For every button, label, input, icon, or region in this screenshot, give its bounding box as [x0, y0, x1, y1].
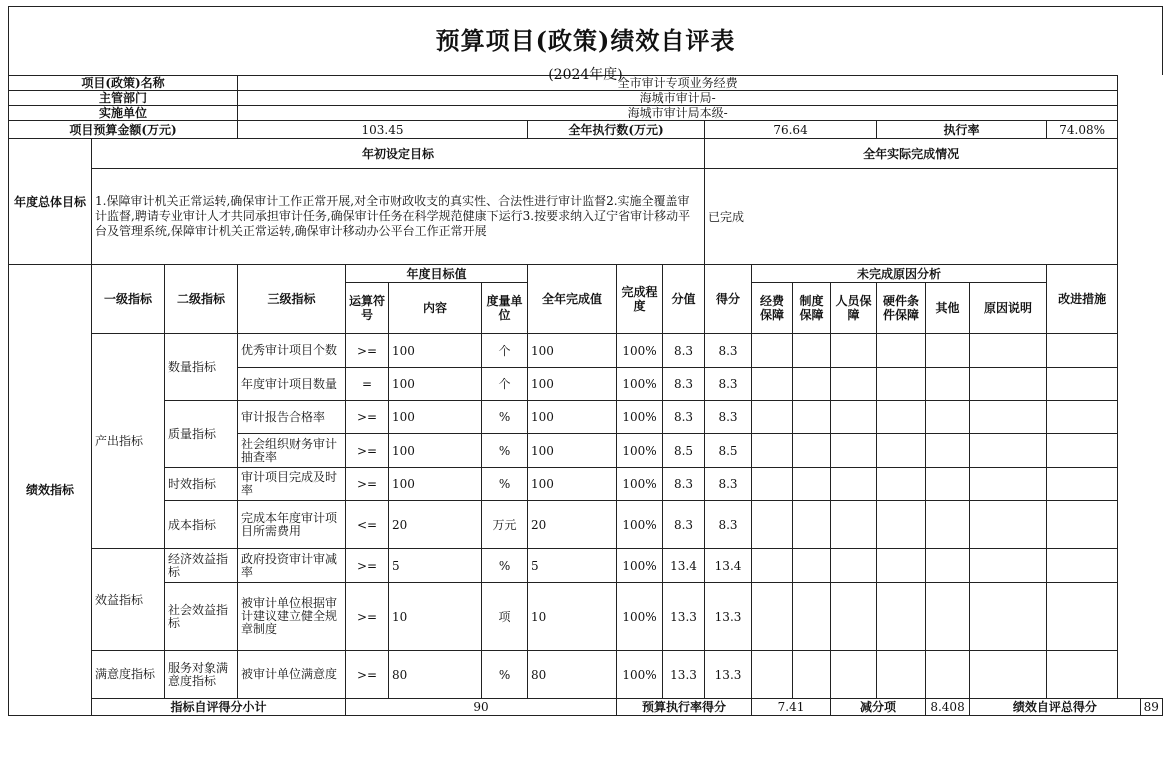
header-operator: 运算符号	[346, 283, 389, 334]
score-cell: 8.3	[705, 468, 752, 501]
score-cell: 13.4	[705, 549, 752, 583]
header-funding: 经费保障	[752, 283, 793, 334]
unit-value: 海城市审计局本级-	[238, 106, 1118, 121]
content-cell: 100	[389, 334, 482, 368]
dept-value: 海城市审计局-	[238, 91, 1118, 106]
indicators-section-label: 绩效指标	[9, 265, 92, 716]
degree-cell: 100%	[617, 501, 663, 549]
level1-cell: 满意度指标	[92, 651, 165, 699]
indicator-row	[9, 501, 1163, 549]
score-cell: 13.3	[705, 583, 752, 651]
initial-goal-header: 年初设定目标	[92, 139, 705, 169]
header-level1: 一级指标	[92, 265, 165, 334]
level2-cell: 质量指标	[165, 401, 238, 468]
unit-cell: 个	[482, 334, 528, 368]
degree-cell: 100%	[617, 334, 663, 368]
indicator-row	[9, 549, 1163, 583]
indicator-row	[9, 651, 1163, 699]
level3-cell: 政府投资审计审减率	[238, 549, 346, 583]
actual-cell: 100	[528, 468, 617, 501]
deduct-value: 8.408	[926, 699, 970, 716]
header-hardware: 硬件条件保障	[877, 283, 926, 334]
degree-cell: 100%	[617, 549, 663, 583]
level3-cell: 完成本年度审计项目所需费用	[238, 501, 346, 549]
level3-cell: 优秀审计项目个数	[238, 334, 346, 368]
header-system: 制度保障	[793, 283, 831, 334]
actual-goal-header: 全年实际完成情况	[705, 139, 1118, 169]
content-cell: 100	[389, 401, 482, 434]
indicator-row	[9, 583, 1163, 651]
operator-cell: >=	[346, 434, 389, 468]
unit-label: 实施单位	[9, 106, 238, 121]
budget-score-label: 预算执行率得分	[617, 699, 752, 716]
unit-cell: %	[482, 651, 528, 699]
level3-cell: 审计报告合格率	[238, 401, 346, 434]
operator-cell: >=	[346, 334, 389, 368]
value-cell: 13.4	[663, 549, 705, 583]
score-cell: 8.3	[705, 334, 752, 368]
value-cell: 8.5	[663, 434, 705, 468]
value-cell: 8.3	[663, 401, 705, 434]
budget-score-value: 7.41	[752, 699, 831, 716]
level2-cell: 数量指标	[165, 334, 238, 401]
content-cell: 100	[389, 368, 482, 401]
content-cell: 100	[389, 468, 482, 501]
value-cell: 13.3	[663, 583, 705, 651]
form-year: (2024年度)	[548, 67, 623, 83]
header-score: 得分	[705, 265, 752, 334]
deduct-label: 减分项	[831, 699, 926, 716]
rate-label: 执行率	[877, 121, 1047, 139]
level3-cell: 年度审计项目数量	[238, 368, 346, 401]
actual-goal-text: 已完成	[705, 169, 1118, 265]
header-score-value: 分值	[663, 265, 705, 334]
level3-cell: 审计项目完成及时率	[238, 468, 346, 501]
header-annual-target: 年度目标值	[346, 265, 528, 283]
level3-cell: 被审计单位根据审计建议建立健全规章制度	[238, 583, 346, 651]
dept-label: 主管部门	[9, 91, 238, 106]
header-degree: 完成程度	[617, 265, 663, 334]
degree-cell: 100%	[617, 468, 663, 501]
actual-cell: 100	[528, 334, 617, 368]
header-actual: 全年完成值	[528, 265, 617, 334]
operator-cell: >=	[346, 651, 389, 699]
content-cell: 10	[389, 583, 482, 651]
score-cell: 8.3	[705, 501, 752, 549]
value-cell: 8.3	[663, 468, 705, 501]
exec-value: 76.64	[705, 121, 877, 139]
exec-label: 全年执行数(万元)	[528, 121, 705, 139]
score-cell: 13.3	[705, 651, 752, 699]
score-cell: 8.3	[705, 368, 752, 401]
content-cell: 5	[389, 549, 482, 583]
level3-cell: 被审计单位满意度	[238, 651, 346, 699]
unit-cell: %	[482, 549, 528, 583]
actual-cell: 100	[528, 401, 617, 434]
level2-cell: 经济效益指标	[165, 549, 238, 583]
value-cell: 8.3	[663, 368, 705, 401]
score-cell: 8.5	[705, 434, 752, 468]
content-cell: 80	[389, 651, 482, 699]
header-content: 内容	[389, 283, 482, 334]
degree-cell: 100%	[617, 368, 663, 401]
level2-cell: 服务对象满意度指标	[165, 651, 238, 699]
value-cell: 8.3	[663, 334, 705, 368]
level3-cell: 社会组织财务审计抽查率	[238, 434, 346, 468]
header-personnel: 人员保障	[831, 283, 877, 334]
subtotal-value: 90	[346, 699, 617, 716]
unit-cell: %	[482, 401, 528, 434]
summary-row	[9, 699, 1163, 716]
unit-cell: 个	[482, 368, 528, 401]
annual-goal-label: 年度总体目标	[9, 139, 92, 265]
budget-label: 项目预算金额(万元)	[9, 121, 238, 139]
subtotal-label: 指标自评得分小计	[92, 699, 346, 716]
actual-cell: 20	[528, 501, 617, 549]
total-value: 89	[1140, 699, 1162, 716]
level1-cell: 产出指标	[92, 334, 165, 549]
indicator-row	[9, 334, 1163, 368]
header-level2: 二级指标	[165, 265, 238, 334]
level2-cell: 成本指标	[165, 501, 238, 549]
content-cell: 100	[389, 434, 482, 468]
header-reason-group: 未完成原因分析	[752, 265, 1047, 283]
evaluation-table	[8, 75, 1163, 716]
header-explain: 原因说明	[970, 283, 1047, 334]
operator-cell: >=	[346, 468, 389, 501]
rate-value: 74.08%	[1047, 121, 1118, 139]
form-title: 预算项目(政策)绩效自评表	[435, 26, 736, 55]
evaluation-form	[8, 6, 1163, 716]
operator-cell: <=	[346, 501, 389, 549]
actual-cell: 10	[528, 583, 617, 651]
score-cell: 8.3	[705, 401, 752, 434]
level2-cell: 社会效益指标	[165, 583, 238, 651]
level2-cell: 时效指标	[165, 468, 238, 501]
indicator-row	[9, 468, 1163, 501]
unit-cell: %	[482, 468, 528, 501]
content-cell: 20	[389, 501, 482, 549]
operator-cell: >=	[346, 583, 389, 651]
unit-cell: 万元	[482, 501, 528, 549]
budget-value: 103.45	[238, 121, 528, 139]
total-label: 绩效自评总得分	[970, 699, 1141, 716]
value-cell: 8.3	[663, 501, 705, 549]
operator-cell: >=	[346, 401, 389, 434]
unit-cell: 项	[482, 583, 528, 651]
header-unit: 度量单位	[482, 283, 528, 334]
header-other: 其他	[926, 283, 970, 334]
header-improve: 改进措施	[1047, 265, 1118, 334]
degree-cell: 100%	[617, 434, 663, 468]
header-level3: 三级指标	[238, 265, 346, 334]
indicator-row	[9, 401, 1163, 434]
degree-cell: 100%	[617, 651, 663, 699]
operator-cell: >=	[346, 549, 389, 583]
degree-cell: 100%	[617, 583, 663, 651]
actual-cell: 80	[528, 651, 617, 699]
actual-cell: 5	[528, 549, 617, 583]
initial-goal-text: 1.保障审计机关正常运转,确保审计工作正常开展,对全市财政收支的真实性、合法性进行审计监督2.实施全覆盖审计监督,聘请专业审计人才共同承担审计任务,确保审计任务在科学规范健康下运行3.按要求纳入辽宁省审计移动平台及管理系统,保障审计机关正常运转,确保审计移动办公平台工作正常开展	[92, 169, 705, 265]
project-name-value: 全市审计专项业务经费	[238, 76, 1118, 91]
actual-cell: 100	[528, 434, 617, 468]
value-cell: 13.3	[663, 651, 705, 699]
level1-cell: 效益指标	[92, 549, 165, 651]
actual-cell: 100	[528, 368, 617, 401]
degree-cell: 100%	[617, 401, 663, 434]
project-name-label: 项目(政策)名称	[9, 76, 238, 91]
operator-cell: =	[346, 368, 389, 401]
unit-cell: %	[482, 434, 528, 468]
